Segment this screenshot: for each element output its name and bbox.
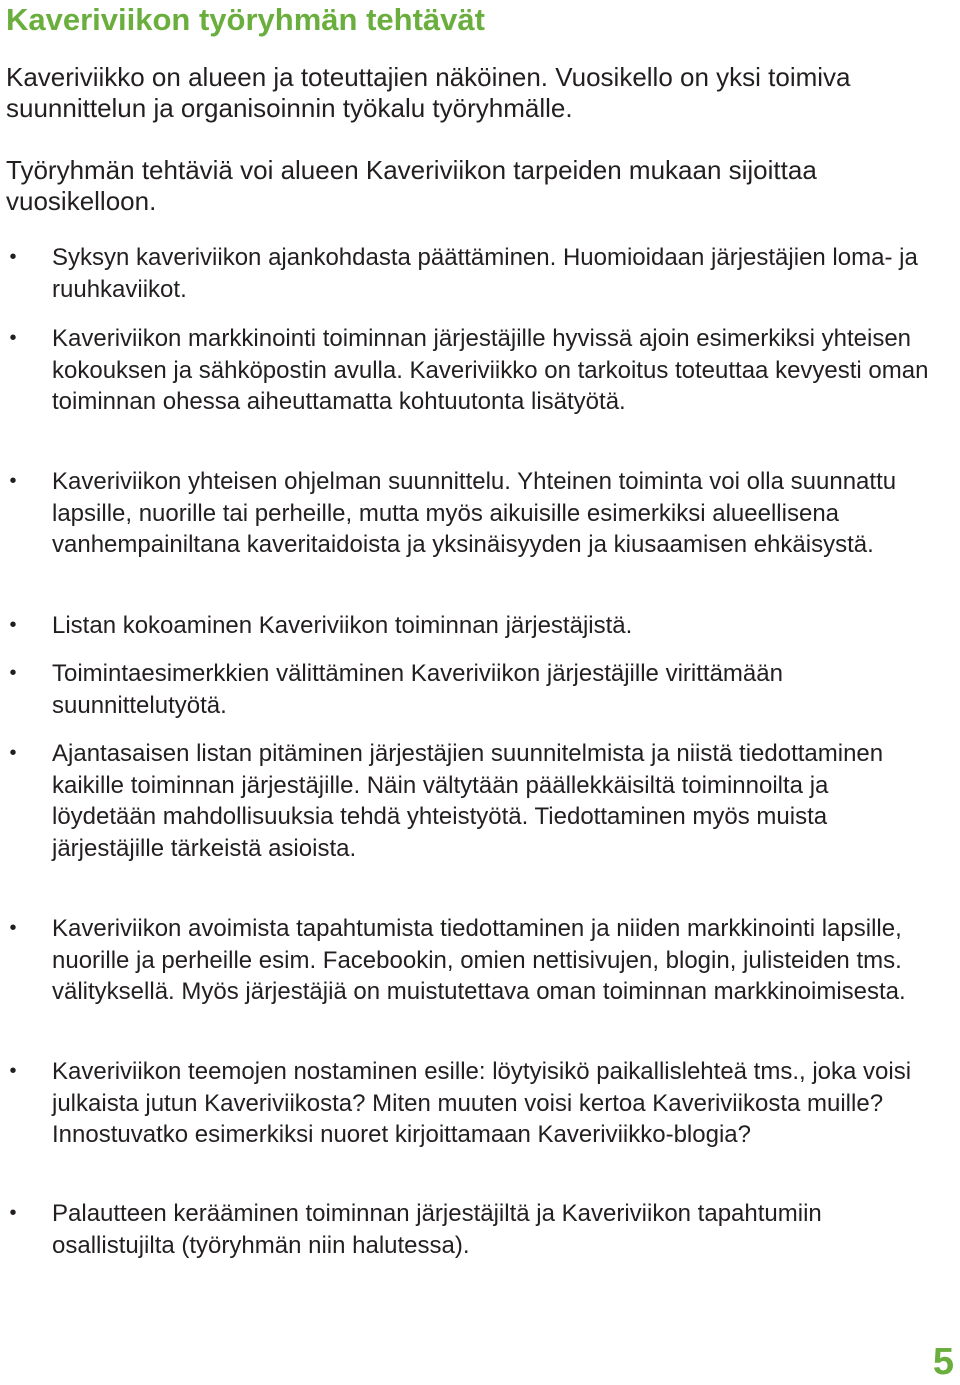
list-item xyxy=(9,323,932,418)
bullet-icon: • xyxy=(9,614,17,636)
list-item-text: Syksyn kaveriviikon ajankohdasta päättäminen. Huomioidaan järjestäjien loma- ja ruuhkaviikot. xyxy=(52,244,918,303)
list-item xyxy=(9,658,932,721)
bullet-icon: • xyxy=(9,470,17,492)
intro-paragraph: Työryhmän tehtäviä voi alueen Kaveriviikon tarpeiden mukaan sijoittaa vuosikelloon. xyxy=(6,155,817,216)
list-item-text: Kaveriviikon yhteisen ohjelman suunnittelu. Yhteinen toiminta voi olla suunnattu lapsille, nuorille tai perheille, mutta myös aikuisille esimerkiksi alueellisena vanhempainiltana kaveritaidoista ja yksinäisyyden ja kiusaamisen ehkäisystä. xyxy=(52,468,897,558)
intro-paragraph: Kaveriviikko on alueen ja toteuttajien näköinen. Vuosikello on yksi toimiva suunnittelun ja organisoinnin työkalu työryhmälle. xyxy=(6,62,851,123)
bullet-icon: • xyxy=(9,327,17,349)
list-item xyxy=(9,1198,932,1261)
list-item xyxy=(9,466,932,561)
list-item-text: Ajantasaisen listan pitäminen järjestäjien suunnitelmista ja niistä tiedottaminen kaikille toiminnan järjestäjille. Näin vältytään päällekkäisiltä toiminnoilta ja löydetään mahdollisuuksia tehdä yhteistyötä. Tiedottaminen myös muista järjestäjille tärkeistä asioista. xyxy=(52,740,884,862)
list-item-text: Toimintaesimerkkien välittäminen Kaveriviikon järjestäjille virittämään suunnittelutyötä. xyxy=(52,660,783,719)
list-item xyxy=(9,913,932,1008)
bullet-icon: • xyxy=(9,246,17,268)
bullet-icon: • xyxy=(9,917,17,939)
list-item xyxy=(9,610,932,642)
list-item-text: Kaveriviikon teemojen nostaminen esille: löytyisikö paikallislehteä tms., joka voisi julkaista jutun Kaveriviikosta? Miten muuten voisi kertoa Kaveriviikosta muille? Innostuvatko esimerkiksi nuoret kirjoittamaan Kaveriviikko-blogia? xyxy=(52,1058,912,1148)
list-item-text: Listan kokoaminen Kaveriviikon toiminnan järjestäjistä. xyxy=(52,612,633,639)
page-title: Kaveriviikon työryhmän tehtävät xyxy=(6,2,485,37)
bullet-icon: • xyxy=(9,742,17,764)
list-item-text: Kaveriviikon markkinointi toiminnan järjestäjille hyvissä ajoin esimerkiksi yhteisen kokouksen ja sähköpostin avulla. Kaveriviikko on tarkoitus toteuttaa kevyesti oman toiminnan ohessa aiheuttamatta kohtuutonta lisätyötä. xyxy=(52,325,929,415)
list-item xyxy=(9,1056,932,1151)
list-item xyxy=(9,242,932,305)
list-item xyxy=(9,738,932,864)
list-item-text: Kaveriviikon avoimista tapahtumista tiedottaminen ja niiden markkinointi lapsille, nuorille ja perheille esim. Facebookin, omien nettisivujen, blogin, julisteiden tms. välityksellä. Myös järjestäjiä on muistutettava oman toiminnan markkinoimisesta. xyxy=(52,915,906,1005)
page-number: 5 xyxy=(932,1341,954,1383)
bullet-icon: • xyxy=(9,1202,17,1224)
bullet-icon: • xyxy=(9,662,17,684)
list-item-text: Palautteen kerääminen toiminnan järjestäjiltä ja Kaveriviikon tapahtumiin osallistujilta (työryhmän niin halutessa). xyxy=(52,1200,822,1259)
bullet-icon: • xyxy=(9,1060,17,1082)
